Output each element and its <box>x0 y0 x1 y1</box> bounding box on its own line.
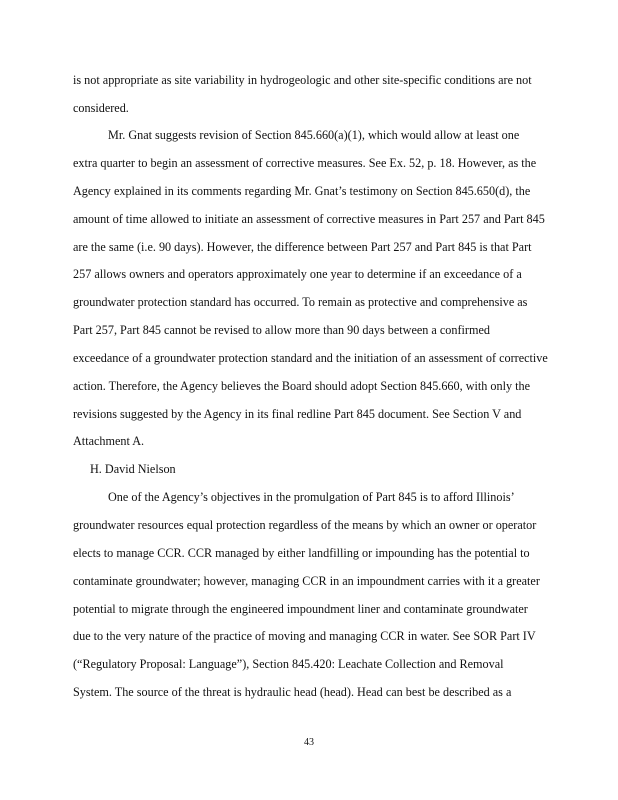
text-line: (“Regulatory Proposal: Language”), Section 845.420: Leachate Collection and Removal <box>73 657 504 671</box>
text-line: Part 257, Part 845 cannot be revised to allow more than 90 days between a confirmed <box>73 323 490 337</box>
text-line: Mr. Gnat suggests revision of Section 845.660(a)(1), which would allow at least one <box>108 128 520 142</box>
text-line: potential to migrate through the engineered impoundment liner and contaminate groundwater <box>73 602 528 616</box>
text-line: groundwater protection standard has occurred. To remain as protective and comprehensive as <box>73 295 528 309</box>
text-line: are the same (i.e. 90 days). However, the difference between Part 257 and Part 845 is that Part <box>73 240 532 254</box>
text-line: groundwater resources equal protection regardless of the means by which an owner or operator <box>73 518 537 532</box>
text-line: amount of time allowed to initiate an assessment of corrective measures in Part 257 and Part 845 <box>73 212 545 226</box>
text-line: action. Therefore, the Agency believes the Board should adopt Section 845.660, with only the <box>73 379 531 393</box>
text-line: elects to manage CCR. CCR managed by either landfilling or impounding has the potential to <box>73 546 530 560</box>
text-line: due to the very nature of the practice of moving and managing CCR in water. See SOR Part IV <box>73 629 536 643</box>
text-line: Agency explained in its comments regarding Mr. Gnat’s testimony on Section 845.650(d), the <box>73 184 531 198</box>
text-line: 257 allows owners and operators approximately one year to determine if an exceedance of a <box>73 267 522 281</box>
text-line: contaminate groundwater; however, managing CCR in an impoundment carries with it a greater <box>73 574 540 588</box>
text-line: considered. <box>73 101 129 115</box>
text-line: System. The source of the threat is hydraulic head (head). Head can best be described as a <box>73 685 512 699</box>
text-line: extra quarter to begin an assessment of corrective measures. See Ex. 52, p. 18. However, as the <box>73 156 537 170</box>
section-heading: H. David Nielson <box>90 462 176 476</box>
text-line: Attachment A. <box>73 434 145 448</box>
page-number: 43 <box>304 737 314 748</box>
text-line: exceedance of a groundwater protection standard and the initiation of an assessment of corrective <box>73 351 548 365</box>
text-line: revisions suggested by the Agency in its final redline Part 845 document. See Section V and <box>73 407 522 421</box>
text-line: One of the Agency’s objectives in the promulgation of Part 845 is to afford Illinois’ <box>108 490 515 504</box>
text-line: is not appropriate as site variability in hydrogeologic and other site-specific conditions are not <box>73 73 532 87</box>
